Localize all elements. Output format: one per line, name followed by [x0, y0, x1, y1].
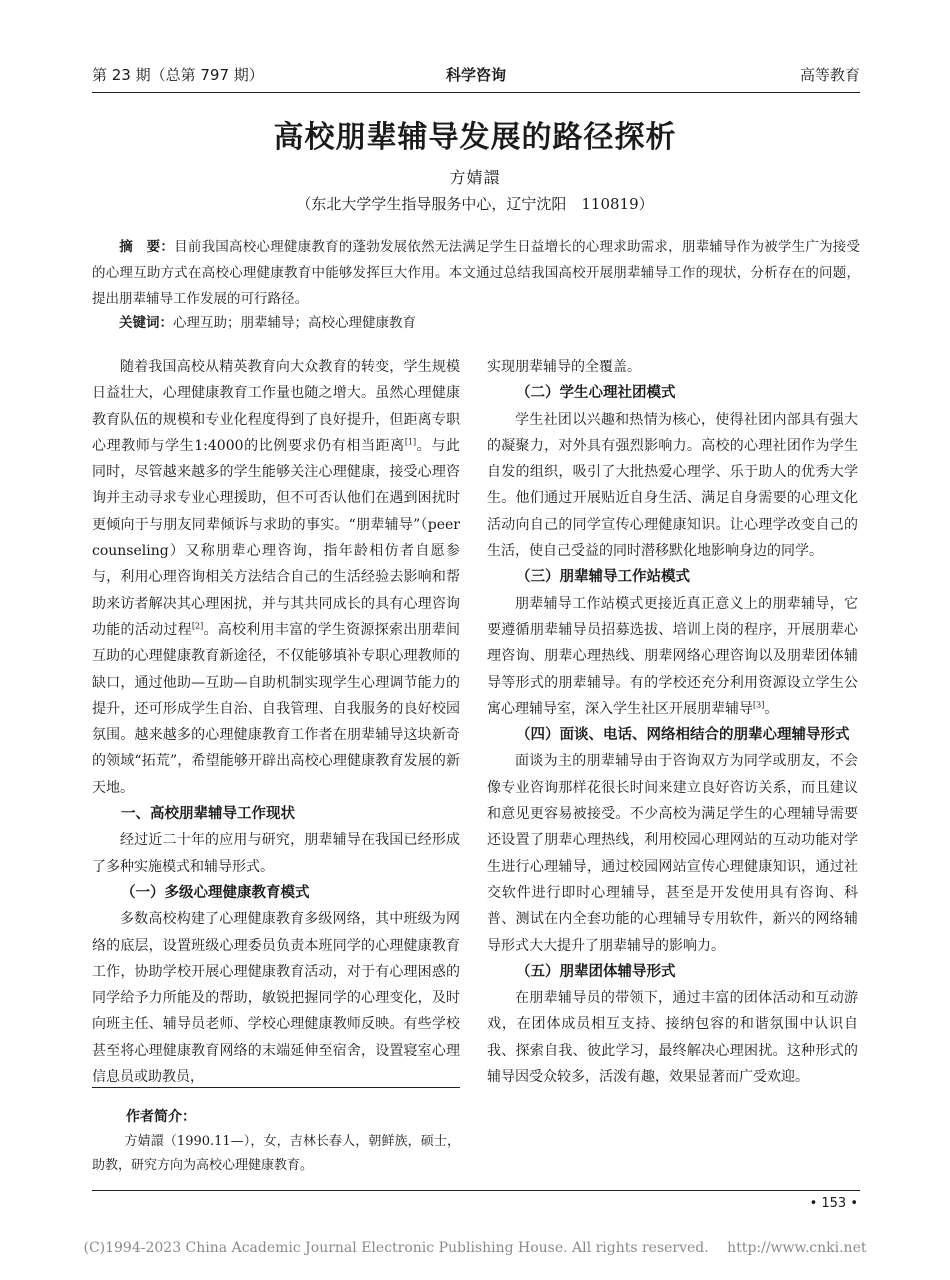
page-number: • 153 • — [809, 1196, 858, 1211]
subsection-heading: （四）面谈、电话、网络相结合的朋辈心理辅导形式 — [516, 727, 850, 744]
abstract-label: 摘 要： — [119, 239, 175, 255]
abstract-text: 目前我国高校心理健康教育的蓬勃发展依然无法满足学生日益增长的心理求助需求，朋辈辅导作为被学生广为接受的心理互助方式在高校心理健康教育中能够发挥巨大作用。本文通过总结我国高校开展朋辈辅导工作的现状，分析存在的问题，提出朋辈辅导工作发展的可行路径。 — [92, 239, 861, 307]
subsection-heading: （二）学生心理社团模式 — [516, 385, 676, 402]
author-affiliation: （东北大学学生指导服务中心，辽宁沈阳 110819） — [296, 195, 654, 213]
subsection-heading: （一）多级心理健康教育模式 — [121, 884, 310, 901]
body-paragraph: 随着我国高校从精英教育向大众教育的转变，学生规模日益壮大，心理健康教育工作量也随之增大。虽然心理健康教育队伍的规模和专业化程度得到了良好提升，但距离专职心理教师与学生1:4000的比例要求仍有相当距离[1]。与此同时，尽管越来越多的学生能够关注心理健康，接受心理咨询并主动寻求专业心理援助，但不可否认他们在遇到困扰时更倾向于与朋友同辈倾诉与求助的事实。“朋辈辅导”（peer counseling）又称朋辈心理咨询，指年龄相仿者自愿参与，利用心理咨询相关方法结合自己的生活经验去影响和帮助来访者解决其心理困扰，并与其共同成长的具有心理咨询功能的活动过程[2]。高校利用丰富的学生资源探索出朋辈间互助的心理健康教育新途径，不仅能够填补专职心理教师的缺口，通过他助—互助—自助机制实现学生心理调节能力的提升，还可形成学生自治、自我管理、自我服务的良好校园氛围。越来越多的心理健康教育工作者在朋辈辅导这块新奇的领域“拓荒”，希望能够开辟出高校心理健康教育发展的新天地。 — [92, 359, 461, 796]
abstract — [92, 234, 860, 312]
footnote-rule — [92, 1087, 460, 1088]
subsection-heading: （五）朋辈团体辅导形式 — [516, 963, 676, 980]
body-paragraph: 多数高校构建了心理健康教育多级网络，其中班级为网络的底层，设置班级心理委员负责本班同学的心理健康教育工作，协助学校开展心理健康教育活动，对于有心理困惑的同学给予力所能及的帮助，敏锐把握同学的心理变化，及时向班主任、辅导员老师、学校心理健康教师反映。有些学校甚至将心理健康教育网络的末端延伸至宿舍，设置寝室心理信息员或助教员， — [92, 911, 460, 1086]
author-name: 方婧譞 — [449, 168, 501, 187]
body-paragraph: 在朋辈辅导员的带领下，通过丰富的团体活动和互动游戏，在团体成员相互支持、接纳包容的和谐氛围中认识自我、探索自我、彼此学习，最终解决心理困扰。这种形式的辅导因受众较多，活泼有趣，效果显著而广受欢迎。 — [487, 990, 858, 1086]
body-paragraph: 学生社团以兴趣和热情为核心，使得社团内部具有强大的凝聚力，对外具有强烈影响力。高校的心理社团作为学生自发的组织，吸引了大批热爱心理学、乐于助人的优秀大学生。他们通过开展贴近自身生活、满足自身需要的心理文化活动向自己的同学宣传心理健康知识。让心理学改变自己的生活，使自己受益的同时潜移默化地影响身边的同学。 — [487, 411, 858, 560]
body-paragraph: 经过近二十年的应用与研究，朋辈辅导在我国已经形成了多种实施模式和辅导形式。 — [92, 832, 460, 875]
citation-ref[interactable]: [1] — [404, 437, 417, 447]
header-rule — [92, 92, 860, 93]
issue-number: 第 23 期（总第 797 期） — [92, 66, 264, 84]
keywords-label: 关键词： — [119, 315, 173, 331]
keywords-text: 心理互助；朋辈辅导；高校心理健康教育 — [173, 315, 416, 331]
body-paragraph: 朋辈辅导工作站模式更接近真正意义上的朋辈辅导，它要遵循朋辈辅导员招募选拔、培训上岗的程序，开展朋辈心理咨询、朋辈心理热线、朋辈网络心理咨询以及朋辈团体辅导等形式的朋辈辅导。有的学校还充分利用资源设立学生公寓心理辅导室，深入学生社区开展朋辈辅导[3]。 — [487, 595, 858, 717]
section-heading: 一、高校朋辈辅导工作现状 — [121, 806, 295, 823]
citation-ref[interactable]: [2] — [191, 621, 204, 631]
left-column — [92, 354, 460, 1090]
journal-name: 科学咨询 — [445, 66, 506, 84]
keywords — [92, 310, 860, 336]
subsection-heading: （三）朋辈辅导工作站模式 — [516, 569, 690, 586]
author-bio-title: 作者简介： — [126, 1109, 196, 1125]
article-title: 高校朋辈辅导发展的路径探析 — [273, 120, 677, 155]
body-paragraph: 面谈为主的朋辈辅导由于咨询双方为同学或朋友，不会像专业咨询那样花很长时间来建立良好咨访关系，而且建议和意见更容易被接受。不少高校为满足学生的心理辅导需要还设置了朋辈心理热线，利用校园心理网站的互动功能对学生进行心理辅导，通过校园网站宣传心理健康知识，通过社交软件进行即时心理辅导，甚至是开发使用具有咨询、科普、测试在内全套功能的心理辅导专用软件，新兴的网络辅导形式大大提升了朋辈辅导的影响力。 — [487, 753, 858, 954]
copyright-notice: (C)1994-2023 China Academic Journal Electronic Publishing House. All rights reserved. http://www.cnki.net — [83, 1240, 867, 1256]
citation-ref[interactable]: [3] — [753, 700, 765, 710]
running-header — [92, 64, 860, 88]
right-column — [487, 354, 858, 1090]
author-bio-text: 方婧譞（1990.11—），女，吉林长春人，朝鲜族，硕士，助教，研究方向为高校心理健康教育。 — [92, 1134, 460, 1173]
footer-rule — [92, 1190, 860, 1191]
body-paragraph: 实现朋辈辅导的全覆盖。 — [487, 359, 641, 375]
section-name: 高等教育 — [799, 66, 860, 84]
